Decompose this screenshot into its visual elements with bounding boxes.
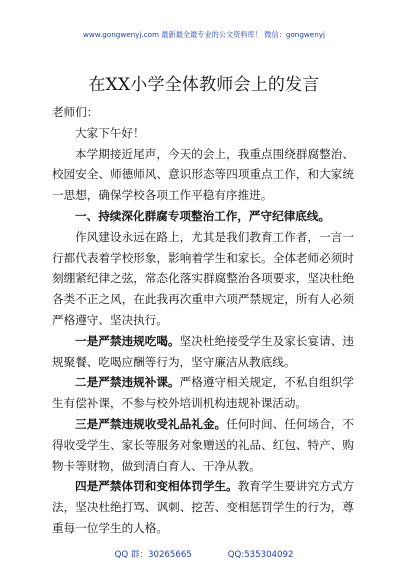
rule-lead: 四是严禁体罚和变相体罚学生。 xyxy=(75,479,238,494)
section-heading: 一、持续深化群腐专项整治工作，严守纪律底线。 xyxy=(75,208,331,223)
rule-text: 任何时间、任何场合，不得收受学生、家长等服务对象赠送的礼品、红包、特产、购物卡等财物，做到清白育人、干净从教。 xyxy=(52,416,354,473)
rule-lead: 二是严禁违规补课。 xyxy=(75,375,180,390)
greeting: 大家下午好！ xyxy=(75,125,145,140)
qq-text: QQ:535304092 xyxy=(227,550,294,560)
document-body xyxy=(52,102,354,539)
rule-paragraph xyxy=(52,414,354,476)
qq-group-text: QQ 群：30265665 xyxy=(114,550,192,560)
rule-text: 教育学生要讲究方式方法，坚决杜绝打骂、讽刺、挖苦、变相惩罚学生的行为，尊重每一位学生的人格。 xyxy=(52,479,354,535)
rule-lead: 一是严禁违规吃喝。 xyxy=(75,333,180,348)
intro-paragraph: 本学期接近尾声，今天的会上，我重点围绕群腐整治、校园安全、师德师风、意识形态等四项重点工作，和大家统一思想，确保学校各项工作平稳有序推进。 xyxy=(52,146,354,203)
page-header: www.gongwenyj.com 最新最全最专业的公文资料库！ 微信：gongwenyj xyxy=(82,30,326,39)
rule-text: 坚决杜绝接受学生及家长宴请、违规聚餐、吃喝应酬等行为，坚守廉洁从教底线。 xyxy=(52,333,354,369)
document-title: 在XX小学全体教师会上的发言 xyxy=(88,75,320,95)
section-paragraph: 作风建设永远在路上，尤其是我们教育工作者，一言一行都代表着学校形象，影响着学生和家长。全体老师必须时刻绷紧纪律之弦，常态化落实群腐整治各项要求，坚决杜绝各类不正之风，在此我再次重申六项严禁规定，所有人必须严格遵守、坚决执行。 xyxy=(52,229,354,327)
rule-lead: 三是严禁违规收受礼品礼金。 xyxy=(75,416,227,431)
rule-paragraph xyxy=(52,372,354,414)
salutation: 老师们： xyxy=(52,105,99,119)
rule-text: 严格遵守相关规定，不私自组织学生有偿补课，不参与校外培训机构违规补课活动。 xyxy=(52,375,354,411)
rule-paragraph xyxy=(52,476,354,538)
page-footer xyxy=(0,548,408,560)
rule-paragraph xyxy=(52,331,354,373)
